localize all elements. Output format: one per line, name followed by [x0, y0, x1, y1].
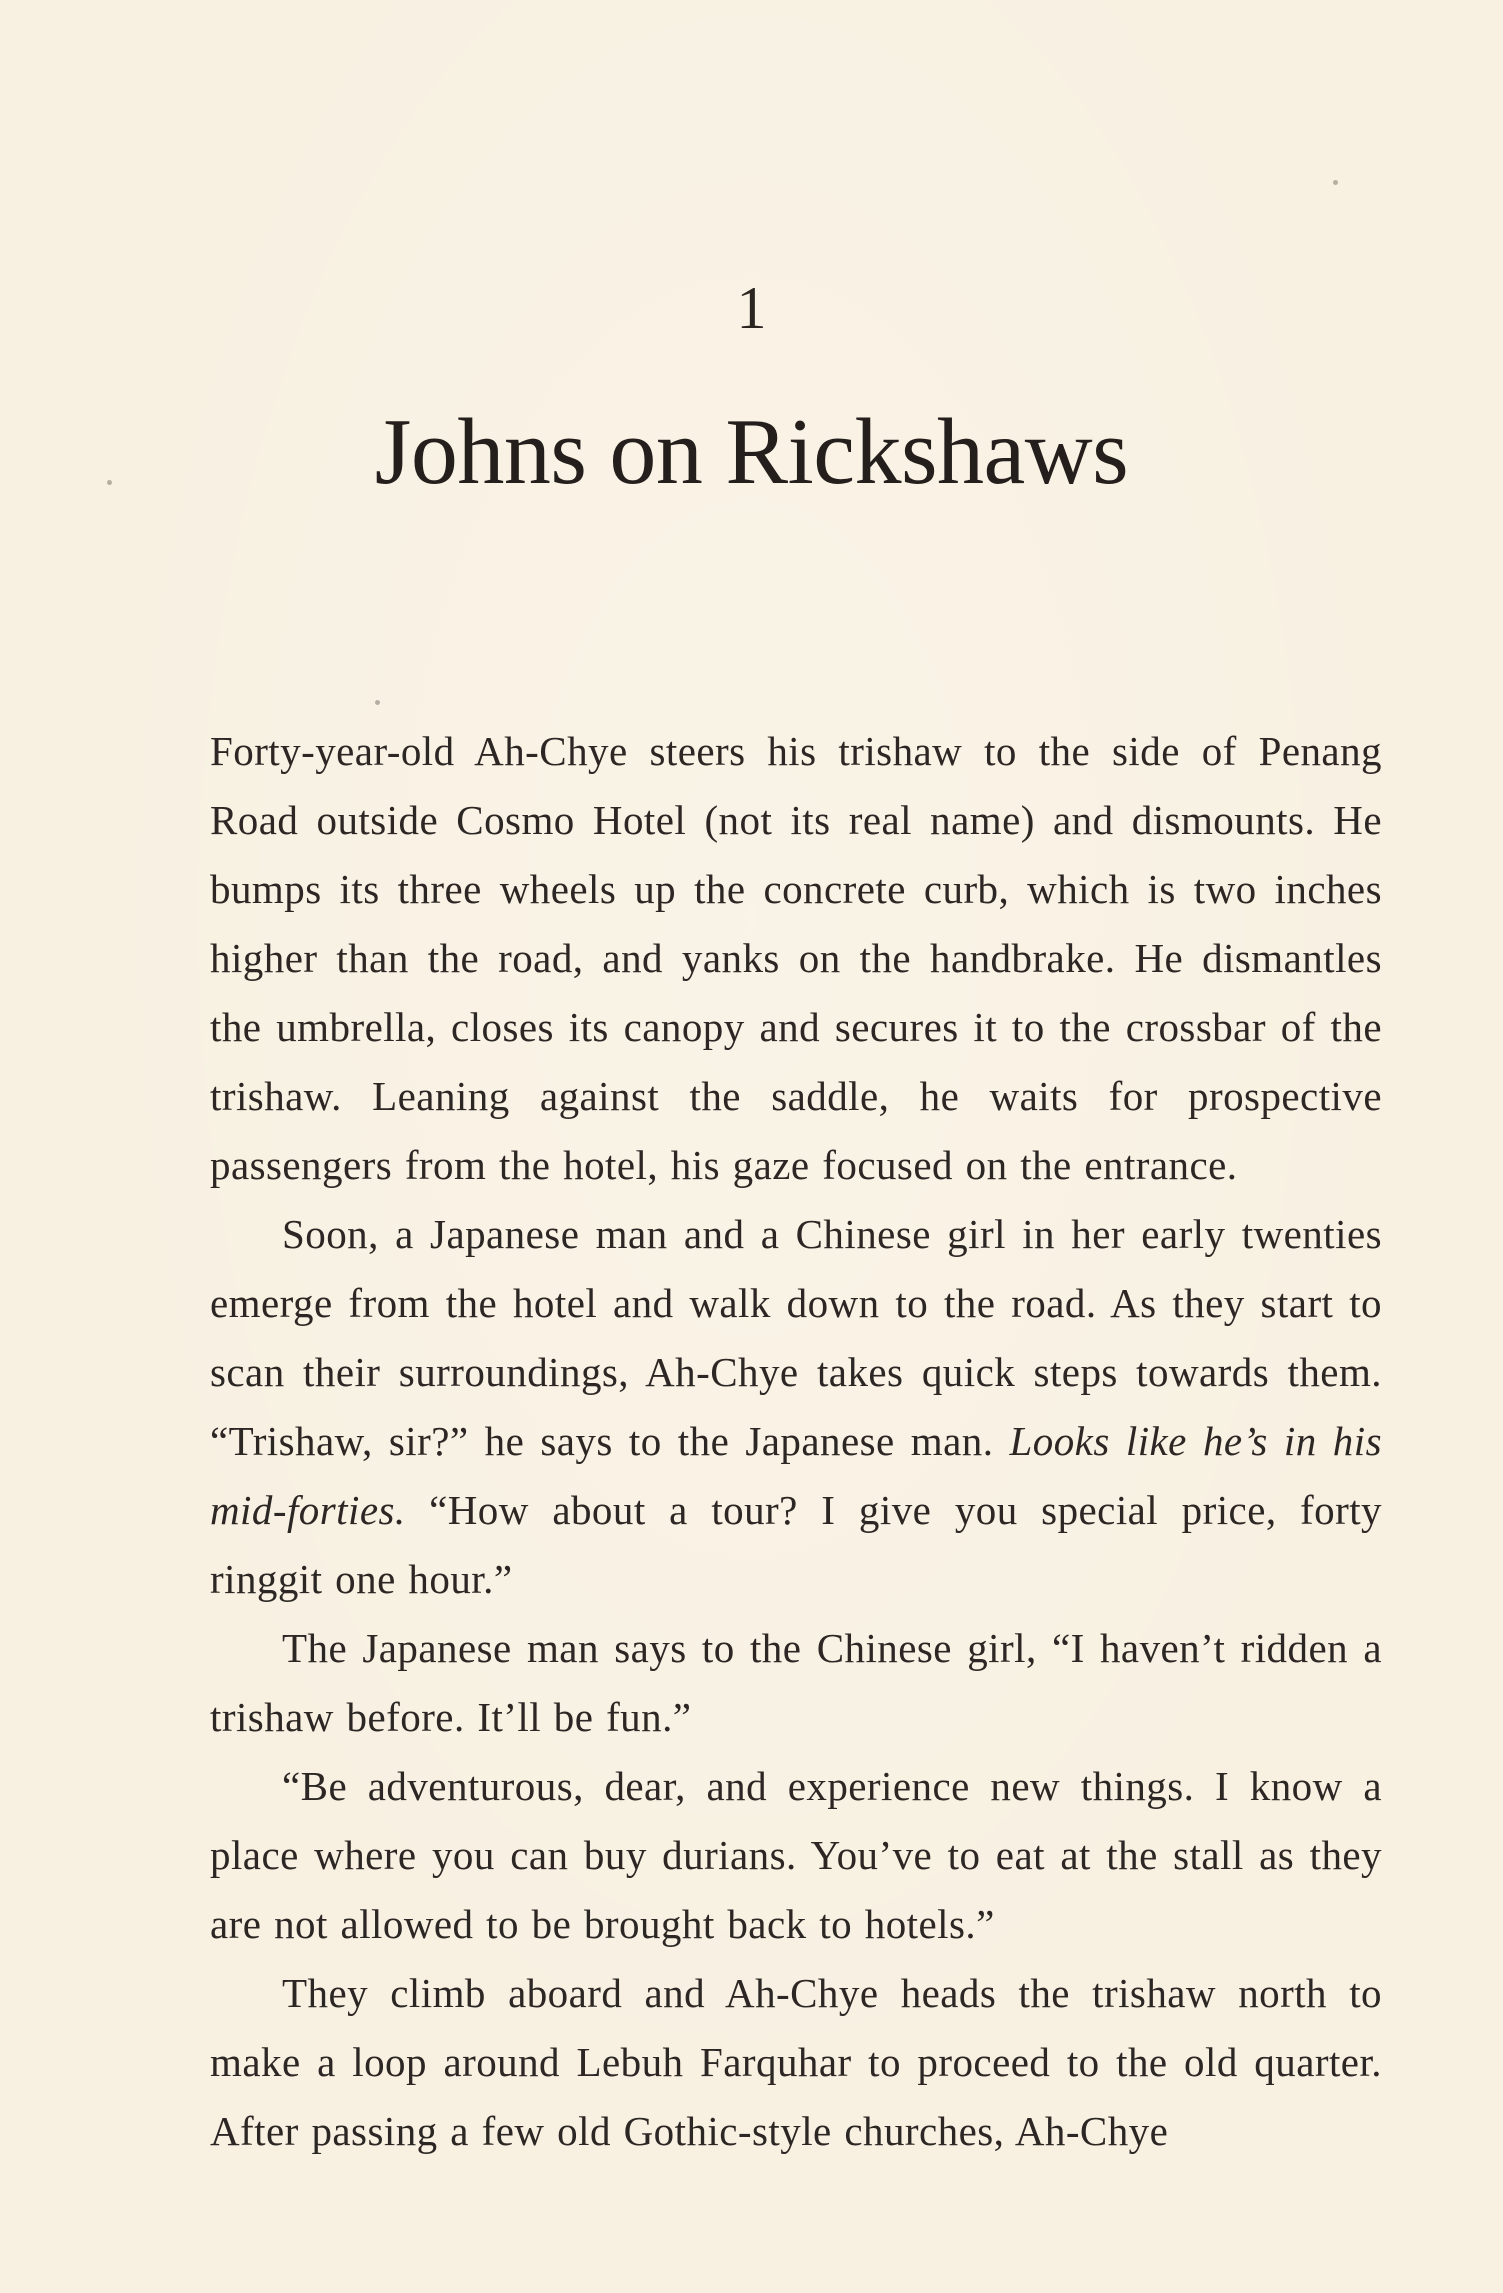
- paragraph: [210, 1200, 1382, 1614]
- paragraph: [210, 1614, 1382, 1752]
- chapter-number: 1: [736, 275, 767, 341]
- chapter-body: [210, 717, 1382, 2166]
- paragraph: [210, 1959, 1382, 2166]
- paper-speck: [375, 700, 380, 705]
- paragraph: [210, 1752, 1382, 1959]
- paragraph-text: “Be adventurous, dear, and experience new things. I know a place where you can buy durians. You’ve to eat at the stall as they are not allowed to be brought back to hotels.”: [210, 1763, 1382, 1947]
- paragraph-text: Forty-year-old Ah-Chye steers his trishaw to the side of Penang Road outside Cosmo Hotel (not its real name) and dismounts. He bumps its three wheels up the concrete curb, which is two inches higher than the road, and yanks on the handbrake. He dismantles the umbrella, closes its canopy and secures it to the crossbar of the trishaw. Leaning against the saddle, he waits for prospective passengers from the hotel, his gaze focused on the entrance.: [210, 728, 1382, 1188]
- paragraph-text: Soon, a Japanese man and a Chinese girl in her early twenties emerge from the hotel and walk down to the road. As they start to scan their surroundings, Ah-Chye takes quick steps towards them. “Trishaw, sir?” he says to the Japanese man.: [210, 1211, 1382, 1464]
- paragraph: [210, 717, 1382, 1200]
- paragraph-text: They climb aboard and Ah-Chye heads the trishaw north to make a loop around Lebuh Farquhar to proceed to the old quarter. After passing a few old Gothic-style churches, Ah-Chye: [210, 1970, 1382, 2154]
- paragraph-text: The Japanese man says to the Chinese girl, “I haven’t ridden a trishaw before. It’ll be fun.”: [210, 1625, 1382, 1740]
- paper-speck: [107, 480, 112, 485]
- paragraph-text: “How about a tour? I give you special price, forty ringgit one hour.”: [210, 1487, 1382, 1602]
- italic-text: Looks like he’s in his mid-forties.: [210, 1418, 1383, 1533]
- paper-speck: [1333, 180, 1338, 185]
- chapter-title: Johns on Rickshaws: [374, 400, 1129, 504]
